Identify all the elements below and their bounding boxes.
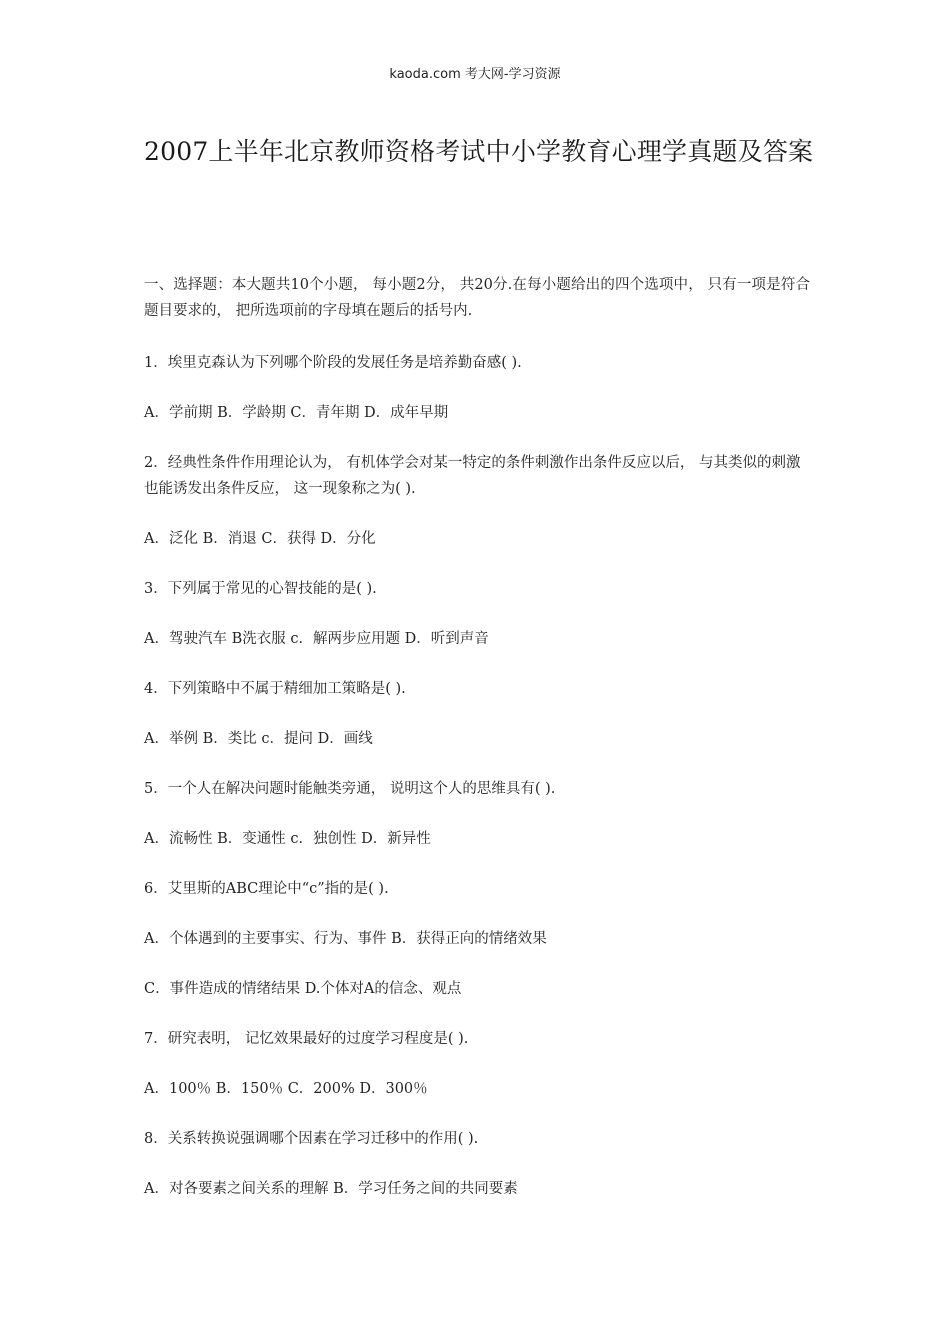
question-1-options: A．学前期 B．学龄期 C．青年期 D．成年早期 <box>144 405 449 421</box>
question-6: 6．艾里斯的ABC理论中“c”指的是( ). <box>144 881 389 897</box>
question-4-options: A．举例 B．类比 c．提问 D．画线 <box>144 731 373 747</box>
question-3: 3．下列属于常见的心智技能的是( ). <box>144 581 377 597</box>
question-8-options: A．对各要素之间关系的理解 B．学习任务之间的共同要素 <box>144 1181 518 1197</box>
question-6-options-line-2: C．事件造成的情绪结果 D.个体对A的信念、观点 <box>144 981 462 997</box>
page-header: kaoda.com 考大网-学习资源 <box>389 67 561 82</box>
section-instructions: 一、选择题：本大题共10个小题， 每小题2分， 共20分.在每小题给出的四个选项中， 只有一项是符合题目要求的， 把所选项前的字母填在题后的括号内. <box>144 277 810 319</box>
question-5-options: A．流畅性 B．变通性 c．独创性 D．新异性 <box>144 831 431 847</box>
question-1: 1．埃里克森认为下列哪个阶段的发展任务是培养勤奋感( ). <box>144 355 522 371</box>
question-3-options: A．驾驶汽车 B洗衣服 c．解两步应用题 D．听到声音 <box>144 631 489 647</box>
question-7: 7．研究表明， 记忆效果最好的过度学习程度是( ). <box>144 1031 469 1047</box>
document-title: 2007上半年北京教师资格考试中小学教育心理学真题及答案 <box>144 137 814 166</box>
question-2-options: A．泛化 B．消退 C．获得 D．分化 <box>144 531 376 547</box>
question-4: 4．下列策略中不属于精细加工策略是( ). <box>144 681 406 697</box>
question-7-options: A．100％ B．150％ C．200% D．300％ <box>144 1081 428 1097</box>
question-8: 8．关系转换说强调哪个因素在学习迁移中的作用( ). <box>144 1131 479 1147</box>
question-2: 2．经典性条件作用理论认为， 有机体学会对某一特定的条件刺激作出条件反应以后， 与其类似的刺激也能诱发出条件反应， 这一现象称之为( ). <box>144 455 801 497</box>
document-content <box>144 272 810 1226</box>
question-5: 5．一个人在解决问题时能触类旁通， 说明这个人的思维具有( ). <box>144 781 556 797</box>
question-6-options-line-1: A．个体遇到的主要事实、行为、事件 B．获得正向的情绪效果 <box>144 931 547 947</box>
